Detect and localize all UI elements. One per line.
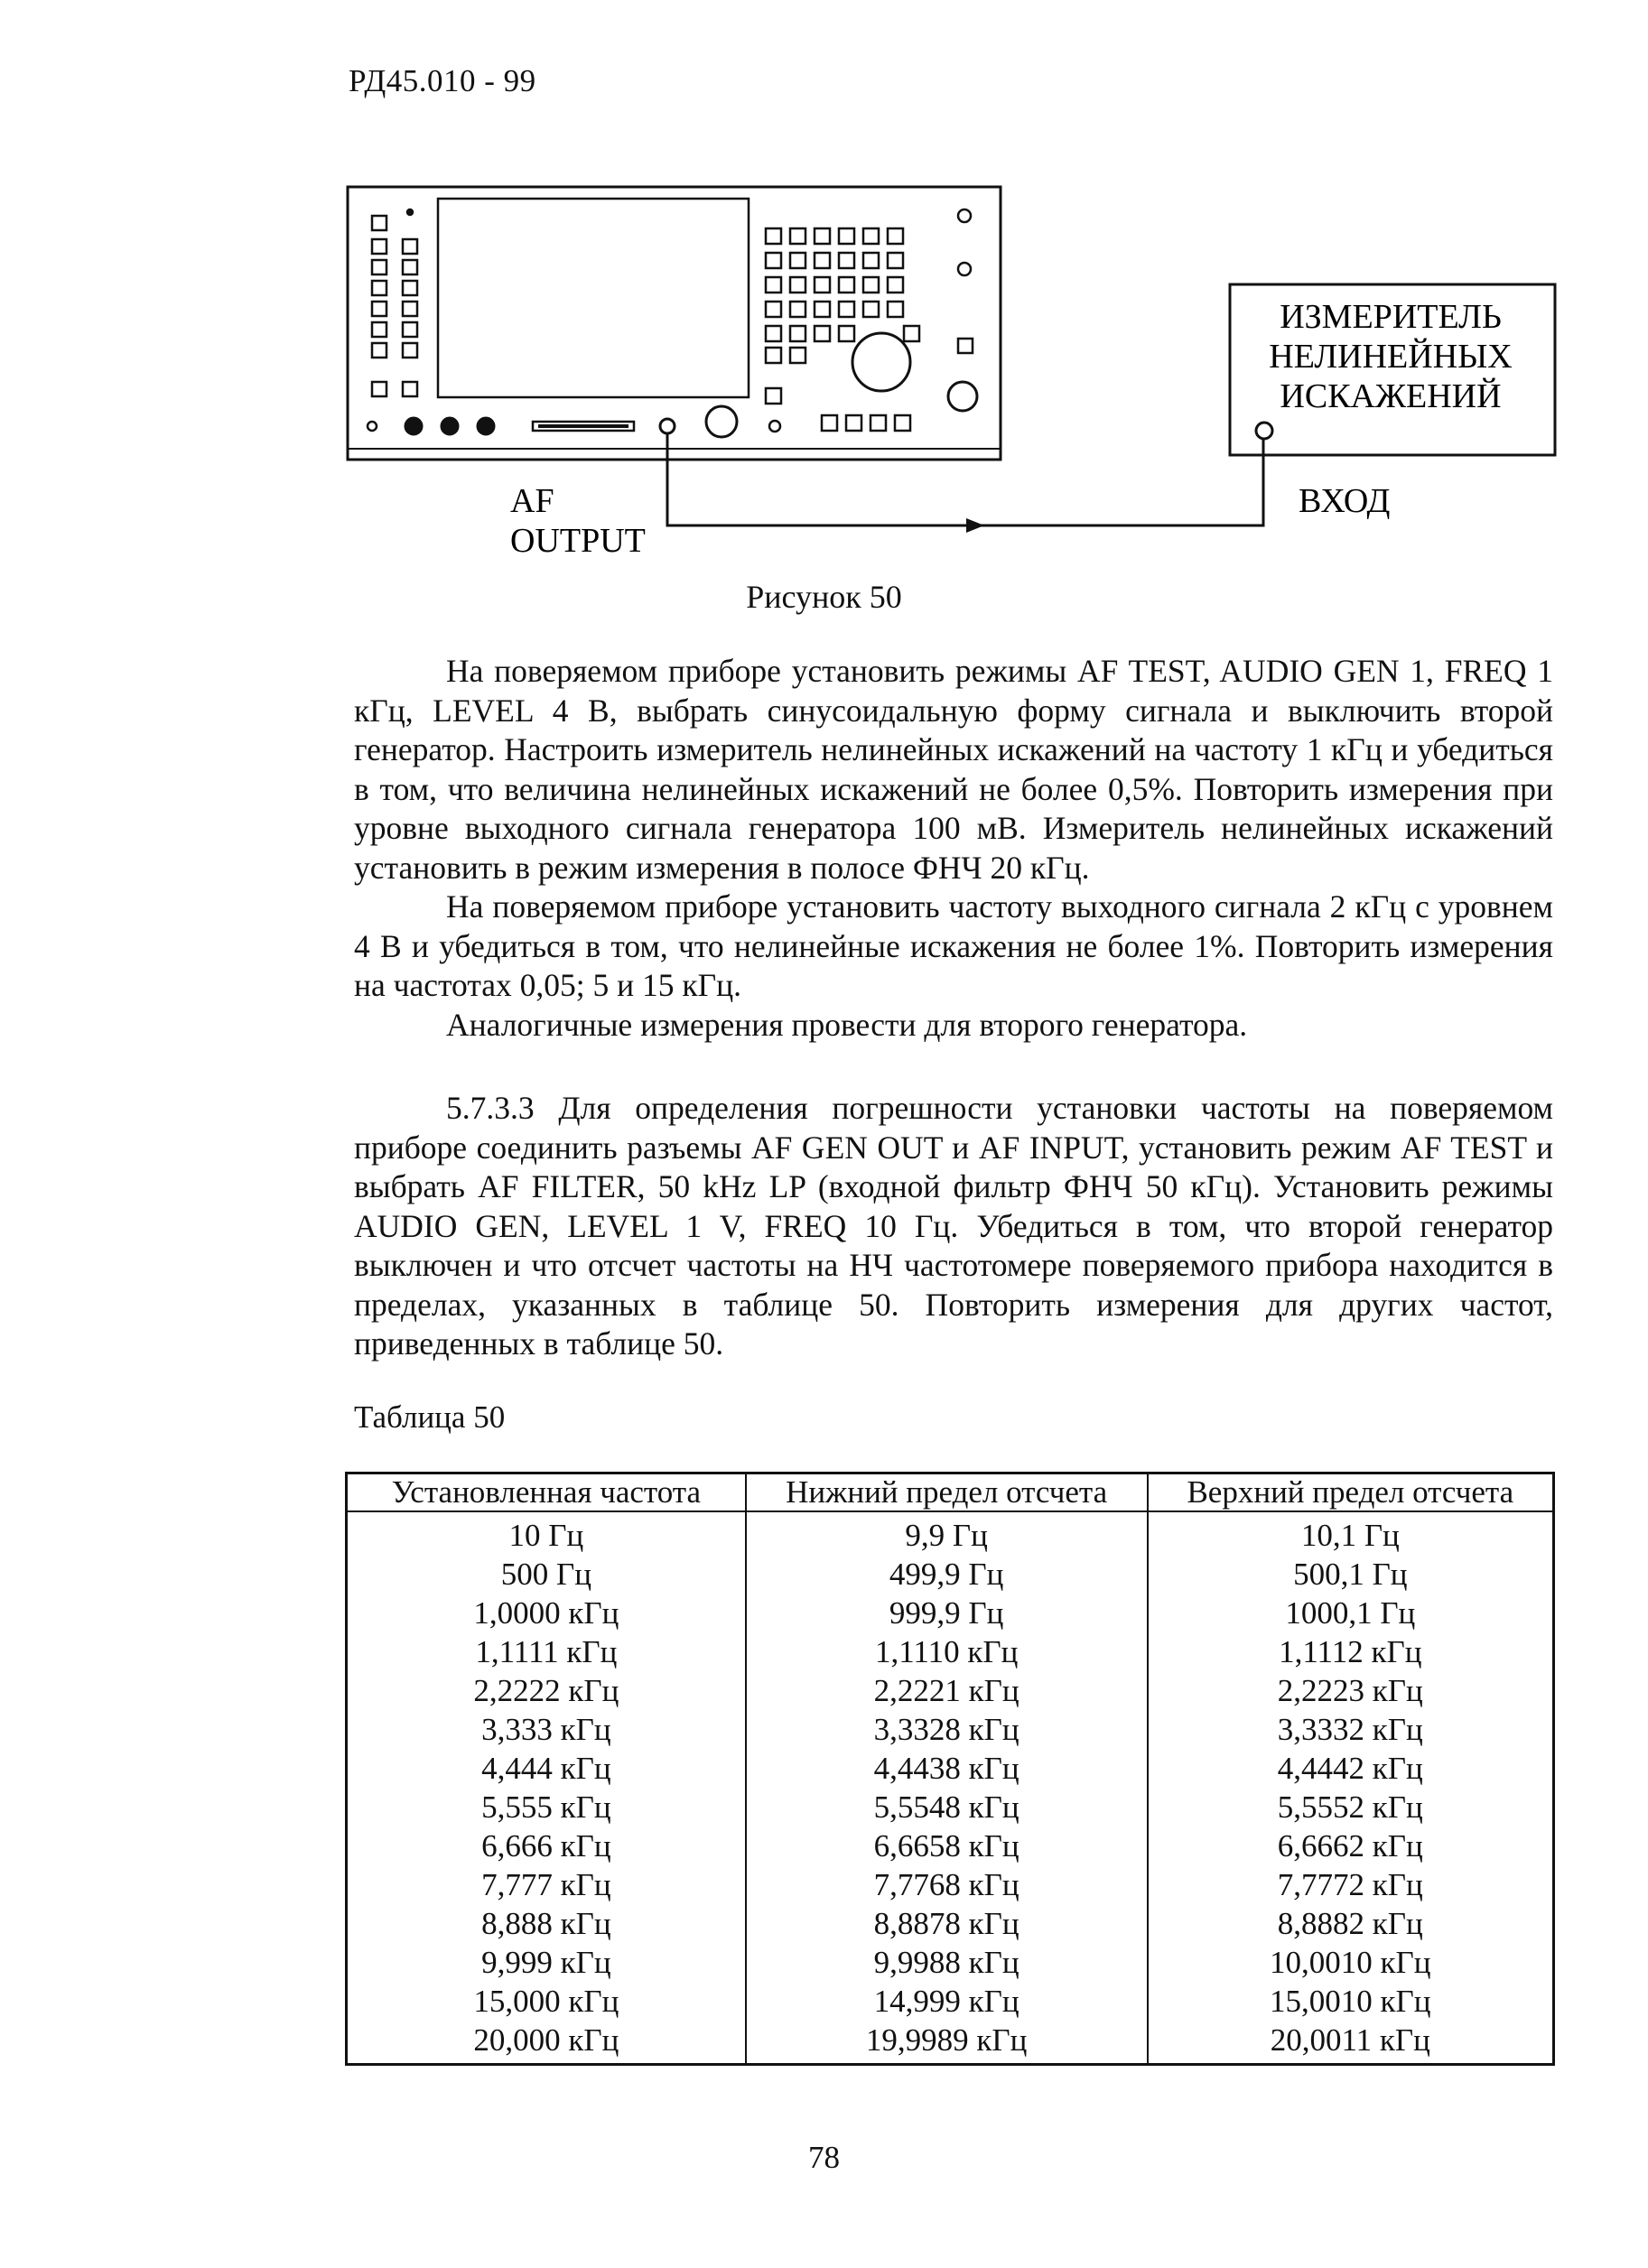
connection-diagram <box>334 167 1562 564</box>
upper-limit-cell: 5,5552 кГц <box>1277 1789 1423 1825</box>
set-frequency-cell: 20,000 кГц <box>347 2021 746 2065</box>
meter-label-line-1: ИЗМЕРИТЕЛЬ <box>1280 298 1502 336</box>
table-row <box>347 1943 1554 1982</box>
document-code: РД45.010 - 99 <box>349 63 536 98</box>
header-set-frequency: Установленная частота <box>347 1473 746 1512</box>
af-output-label-line-1: AF <box>510 482 554 520</box>
table-row <box>347 1555 1554 1594</box>
upper-limit-cell: 1,1112 кГц <box>1279 1634 1422 1669</box>
lower-limit-cell: 5,5548 кГц <box>746 1788 1148 1826</box>
signal-arrow <box>966 518 984 533</box>
page-number: 78 <box>808 2140 840 2175</box>
left-key-columns <box>372 209 417 396</box>
lower-limit-cell: 9,9988 кГц <box>746 1943 1148 1982</box>
lower-limit-cell: 2,2221 кГц <box>746 1671 1148 1710</box>
header-lower-limit: Нижний предел отсчета <box>746 1473 1148 1512</box>
header-upper-limit: Верхний предел отсчета <box>1148 1473 1554 1512</box>
set-frequency-cell: 3,333 кГц <box>347 1710 746 1749</box>
lower-limit-cell: 999,9 Гц <box>746 1594 1148 1632</box>
table-row <box>347 1982 1554 2021</box>
input-label: ВХОД <box>1299 482 1391 520</box>
upper-limit-cell: 4,4442 кГц <box>1277 1751 1423 1786</box>
table-row <box>347 1865 1554 1904</box>
paragraph-2: На поверяемом приборе установить частоту выходного сигнала 2 кГц с уровнем 4 В и убедиться в том, что нелинейные искажения не более 1%. Повторить измерения на частотах 0,05; 5 и 15 кГц. <box>354 888 1553 1003</box>
table-body <box>347 1511 1554 2065</box>
table-row <box>347 1788 1554 1826</box>
tuning-knob <box>852 333 910 391</box>
set-frequency-cell: 1,0000 кГц <box>347 1594 746 1632</box>
af-output-connector <box>660 419 675 433</box>
meter-label-line-2: НЕЛИНЕЙНЫХ <box>1269 338 1513 376</box>
set-frequency-cell: 6,666 кГц <box>347 1826 746 1865</box>
set-frequency-cell: 8,888 кГц <box>347 1904 746 1943</box>
lower-limit-cell: 9,9 Гц <box>746 1511 1148 1555</box>
table-row <box>347 2021 1554 2065</box>
table-header-row <box>347 1473 1554 1512</box>
table-row <box>347 1594 1554 1632</box>
generator-screen <box>438 199 749 397</box>
upper-limit-cell: 3,3332 кГц <box>1277 1712 1423 1747</box>
table-row <box>347 1710 1554 1749</box>
lower-limit-cell: 8,8878 кГц <box>746 1904 1148 1943</box>
table-row <box>347 1632 1554 1671</box>
lower-limit-cell: 7,7768 кГц <box>746 1865 1148 1904</box>
upper-limit-cell: 10,0010 кГц <box>1270 1945 1431 1980</box>
upper-limit-cell: 500,1 Гц <box>1293 1557 1408 1592</box>
lower-limit-cell: 6,6658 кГц <box>746 1826 1148 1865</box>
table-title: Таблица 50 <box>354 1399 506 1435</box>
set-frequency-cell: 5,555 кГц <box>347 1788 746 1826</box>
paragraph-1: На поверяемом приборе установить режимы AF TEST, AUDIO GEN 1, FREQ 1 кГц, LEVEL 4 В, выбрать синусоидальную форму сигнала и выключить второй генератор. Настроить измеритель нелинейных искажений на частоту 1 кГц и убедиться в том, что величина нелинейных искажений не более 0,5%. Повторить измерения при уровне выходного сигнала генератора 100 мВ. Измеритель нелинейных искажений установить в режим измерения в полосе ФНЧ 20 кГц. <box>354 653 1553 886</box>
body-text <box>354 652 1553 1364</box>
set-frequency-cell: 15,000 кГц <box>347 1982 746 2021</box>
connection-cable <box>667 433 1263 525</box>
figure-caption: Рисунок 50 <box>746 579 902 615</box>
frequency-table <box>345 1472 1555 2066</box>
meter-input-connector <box>1256 423 1272 439</box>
upper-limit-cell: 2,2223 кГц <box>1277 1673 1423 1708</box>
upper-limit-cell: 20,0011 кГц <box>1270 2022 1430 2058</box>
meter-label-line-3: ИСКАЖЕНИЙ <box>1280 377 1502 415</box>
table-row <box>347 1511 1554 1555</box>
upper-limit-cell: 1000,1 Гц <box>1285 1595 1416 1631</box>
table-row <box>347 1671 1554 1710</box>
set-frequency-cell: 4,444 кГц <box>347 1749 746 1788</box>
set-frequency-cell: 2,2222 кГц <box>347 1671 746 1710</box>
set-frequency-cell: 1,1111 кГц <box>347 1632 746 1671</box>
upper-limit-cell: 10,1 Гц <box>1300 1518 1400 1553</box>
upper-limit-cell: 8,8882 кГц <box>1277 1906 1423 1941</box>
lower-limit-cell: 499,9 Гц <box>746 1555 1148 1594</box>
af-output-label-line-2: OUTPUT <box>510 522 646 560</box>
set-frequency-cell: 500 Гц <box>347 1555 746 1594</box>
upper-limit-cell: 15,0010 кГц <box>1270 1984 1431 2019</box>
set-frequency-cell: 9,999 кГц <box>347 1943 746 1982</box>
lower-limit-cell: 19,9989 кГц <box>746 2021 1148 2065</box>
set-frequency-cell: 10 Гц <box>347 1511 746 1555</box>
upper-limit-cell: 6,6662 кГц <box>1277 1828 1423 1864</box>
table-row <box>347 1904 1554 1943</box>
paragraph-4: 5.7.3.3 Для определения погрешности установки частоты на поверяемом приборе соединить разъемы AF GEN OUT и AF INPUT, установить режим AF TEST и выбрать AF FILTER, 50 kHz LP (входной фильтр ФНЧ 50 кГц). Установить режимы AUDIO GEN, LEVEL 1 V, FREQ 10 Гц. Убедиться в том, что второй генератор выключен и что отсчет частоты на НЧ частотомере поверяемого прибора находится в пределах, указанных в таблице 50. Повторить измерения для других частот, приведенных в таблице 50. <box>354 1090 1553 1362</box>
paragraph-3: Аналогичные измерения провести для второго генератора. <box>446 1006 1248 1043</box>
keypad <box>766 228 919 431</box>
table-row <box>347 1749 1554 1788</box>
set-frequency-cell: 7,777 кГц <box>347 1865 746 1904</box>
lower-limit-cell: 14,999 кГц <box>746 1982 1148 2021</box>
lower-limit-cell: 3,3328 кГц <box>746 1710 1148 1749</box>
upper-limit-cell: 7,7772 кГц <box>1277 1867 1423 1902</box>
lower-limit-cell: 1,1110 кГц <box>746 1632 1148 1671</box>
lower-limit-cell: 4,4438 кГц <box>746 1749 1148 1788</box>
table-row <box>347 1826 1554 1865</box>
